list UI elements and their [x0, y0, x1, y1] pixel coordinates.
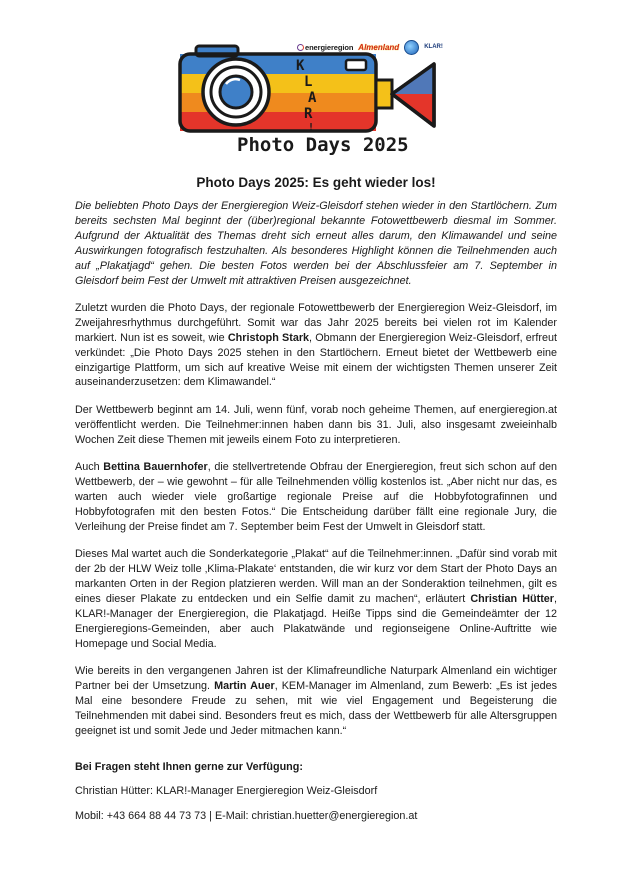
almenland-logo: Almenland — [358, 42, 400, 52]
article-body — [75, 199, 557, 834]
camera-stripe-red — [180, 112, 376, 131]
camera-letter-k: K — [296, 58, 305, 74]
camera-letter-a: A — [308, 90, 317, 106]
contact-person: Christian Hütter: KLAR!-Manager Energieregion Weiz-Gleisdorf — [75, 785, 378, 798]
camera-connector — [376, 80, 392, 108]
camera-letter-l: L — [304, 74, 313, 90]
paragraph-bauernhofer: Auch Bettina Bauernhofer, die stellvertretende Obfrau der Energieregion, freut sich schon auf den Wettbewerb, der – wie gewohnt – für alle Teilnehmenden völlig kostenlos ist. „Aber nicht nur das, es warten auch wieder viele großartige regionale Preise auf die Hobbyfotografinnen und Hobbyfotografen mit den besten Fotos.“ Die Entscheidung darüber fällt eine regionale Jury, die Verleihung der Preise findet am 7. September beim Fest der Umwelt in Gleisdorf statt. — [75, 461, 558, 533]
camera-lens-inner — [220, 76, 252, 108]
paragraph-schedule: Der Wettbewerb beginnt am 14. Juli, wenn fünf, vorab noch geheime Themen, auf energieregion.at veröffentlicht werden. Die Teilnehmer:innen haben dann bis 31. Juli, also insgesamt zweieinhalb Wochen Zeit diese Themen mit jeweils einem Foto zu interpretieren. — [75, 403, 557, 446]
camera-letter-r: R — [304, 106, 313, 122]
paragraph-plakat: Dieses Mal wartet auch die Sonderkategorie „Plakat“ auf die Teilnehmer:innen. „Dafür sind vorab mit der 2b der HLW Weiz tolle ‚Klima-Plakate‘ entstanden, die wir kurz vor dem Start der Photo Days an markanten Orten in der Region platzieren werden. Will man an der Sonderaktion teilnehmen, gilt es eines dieser Plakate zu entdecken und ein Selfie damit zu machen“, erläutert Christian Hütter, KLAR!-Manager der Energieregion, die Plakatjagd. Heiße Tipps sind die Gemeindeämter der 12 Energieregions-Gemeinden, aber auch Plakatwände und regionseigene Online-Auftritte wie Homepage und Social Media. — [75, 548, 557, 650]
person-name: Bettina Bauernhofer — [103, 461, 208, 474]
page-title: Photo Days 2025: Es geht wieder los! — [196, 175, 436, 190]
person-name: Christian Hütter — [470, 592, 554, 605]
klar-logo: KLAR! — [424, 44, 443, 50]
contact-heading: Bei Fragen steht Ihnen gerne zur Verfügung: — [75, 760, 303, 773]
paragraph-stark: Zuletzt wurden die Photo Days, der regionale Fotowettbewerb der Energieregion Weiz-Gleisdorf, im Zweijahresrhythmus durchgeführt. Somit war das Jahr 2025 bereits bei vielen rot im Kalender markiert. Nun ist es soweit, wie Christoph Stark, Obmann der Energieregion Weiz-Gleisdorf, erfreut verkündet: „Die Photo Days 2025 stehen in den Startlöchern. Erneut bietet der Wettbewerb eine einzigartige Plattform, um sich auf kreative Weise mit einem der wichtigsten Themen unserer Zeit auseinanderzusetzen: dem Klimawandel.“ — [75, 301, 557, 389]
photo-days-camera-logo — [176, 44, 446, 136]
lead-paragraph: Die beliebten Photo Days der Energieregion Weiz-Gleisdorf stehen wieder in den Startlöchern. Zum bereits sechsten Mal beginnt der (über)regional bekannte Fotowettbewerb diesmal im Sommer. Aufgrund der Aktualität des Themas dreht sich erneut alles darum, den Klimawandel und seine Auswirkungen fotografisch festzuhalten. Als besonderes Highlight können die Teilnehmenden auch auf „Plakatjagd“ gehen. Die besten Fotos werden bei der Abschlussfeier am 7. September in Gleisdorf beim Fest der Umwelt mit attraktiven Preisen ausgezeichnet. — [75, 200, 557, 287]
camera-letter-exclaim: ! — [308, 122, 315, 133]
energieregion-logo: energieregion — [296, 43, 353, 52]
paragraph-almenland: Wie bereits in den vergangenen Jahren ist der Klimafreundliche Naturpark Almenland ein wichtiger Partner bei der Umsetzung. Martin Auer, KEM-Manager im Almenland, zum Bewerb: „Es ist jedes Mal eine besondere Freude zu sehen, mit wie viel Engagement und Begeisterung die Teilnehmenden mit dabei sind. Besonders freut es mich, dass der Wettbewerb für alle Altersgruppen geeignet ist und somit Jede und Jeder mitmachen kann.“ — [75, 664, 557, 737]
person-name: Martin Auer — [214, 679, 275, 692]
camera-viewfinder — [346, 60, 366, 70]
person-name: Christoph Stark — [227, 331, 310, 344]
photo-days-logo-title: Photo Days 2025 — [237, 134, 409, 156]
contact-details[interactable]: Mobil: +43 664 88 44 73 73 | E-Mail: christian.huetter@energieregion.at — [75, 810, 418, 823]
